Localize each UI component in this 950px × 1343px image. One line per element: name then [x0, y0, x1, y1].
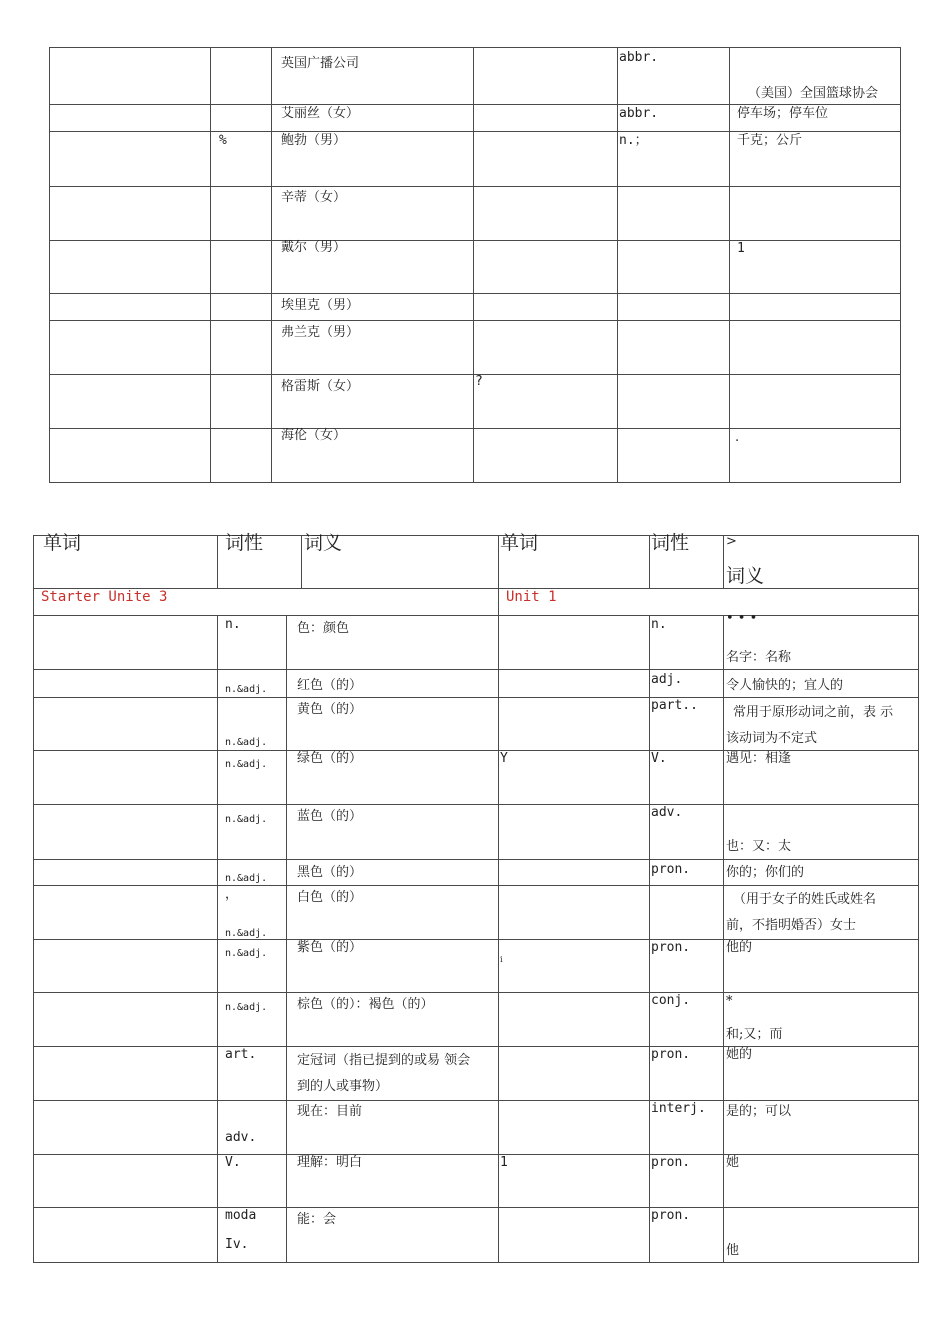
pos-right: pron. [651, 940, 691, 955]
meaning-left: 黄色（的） [297, 702, 363, 717]
meaning-right-top: * [726, 994, 733, 1009]
pos-right: pron. [651, 1208, 691, 1223]
meaning-left: 白色（的） [297, 890, 363, 905]
table1-mark: % [219, 133, 227, 148]
pos-right: adj. [651, 672, 683, 687]
meaning-right: 你的；你们的 [726, 865, 805, 880]
header-meaning-right: 词义 [726, 565, 765, 587]
table1-pos: abbr. [619, 50, 659, 65]
table1-meaning: 艾丽丝（女） [281, 106, 360, 121]
section-label-left: Starter Unite 3 [41, 589, 168, 605]
pos-right: V. [651, 751, 667, 766]
pos-left: n.&adj. [225, 684, 268, 695]
pos-left-top: ， [225, 887, 239, 902]
meaning-left-line2: 到的人或事物） [297, 1079, 389, 1094]
pos-right: part.. [651, 698, 698, 713]
meaning-right: 也：又：太 [726, 839, 792, 854]
table1-pos: n.； [619, 133, 648, 148]
meaning-right-top: （用于女子的姓氏或姓名 [733, 892, 877, 907]
pos-left: n.&adj. [225, 814, 268, 825]
pos-right: n. [651, 617, 667, 632]
pos-right: conj. [651, 993, 691, 1008]
pos-right: pron. [651, 1047, 691, 1062]
table1-meaning: 埃里克（男） [281, 298, 360, 313]
word-right: 1 [500, 1155, 508, 1170]
table1-meaning-right: （美国）全国篮球协会 [748, 86, 879, 101]
meaning-right: 他的 [726, 940, 753, 955]
meaning-right: 遇见：相逢 [726, 751, 792, 766]
pos-left: adv. [225, 1130, 257, 1145]
table1-meaning-right: . [735, 430, 740, 445]
table1-meaning: 戴尔（男） [281, 240, 347, 255]
pos-right: pron. [651, 862, 691, 877]
meaning-right: 名字：名称 [726, 650, 792, 665]
table1-meaning-right: 千克；公斤 [737, 133, 803, 148]
pos-left: n.&adj. [225, 737, 268, 748]
table1-meaning: 英国广播公司 [281, 56, 360, 71]
meaning-right: 她 [726, 1155, 740, 1170]
meaning-left: 棕色（的）：褐色（的） [297, 997, 434, 1012]
pos-left: moda [225, 1208, 257, 1223]
meaning-right: 前，不指明婚否）女士 [726, 918, 857, 933]
table1-meaning-right: 停车场；停车位 [737, 106, 829, 121]
meaning-left: 黑色（的） [297, 865, 363, 880]
meaning-right: 和;又；而 [726, 1027, 783, 1042]
meaning-right: 他 [726, 1243, 740, 1258]
pos-left: n.&adj. [225, 759, 268, 770]
header-meaning-left: 词义 [304, 532, 343, 554]
meaning-left: 红色（的） [297, 678, 363, 693]
header-mark: > [726, 534, 737, 549]
header-word-left: 单词 [43, 532, 82, 554]
table1-meaning: 格雷斯（女） [281, 379, 360, 394]
pos-left-line2: Iv. [225, 1237, 249, 1252]
table1-meaning: 辛蒂（女） [281, 190, 347, 205]
pos-left: n.&adj. [225, 948, 268, 959]
pos-right: adv. [651, 805, 683, 820]
meaning-left: 能：会 [297, 1212, 337, 1227]
table1-meaning: 弗兰克（男） [281, 325, 360, 340]
pos-left: n.&adj. [225, 1002, 268, 1013]
meaning-right: 是的；可以 [726, 1104, 792, 1119]
meaning-left: 蓝色（的） [297, 809, 363, 824]
meaning-left: 定冠词（指已提到的或易 领会 [297, 1053, 471, 1068]
word-right: i [500, 955, 503, 964]
meaning-left: 理解：明白 [297, 1155, 363, 1170]
meaning-right-top: 常用于原形动词之前，表 示 [733, 705, 894, 720]
table1-pos: abbr. [619, 106, 659, 121]
pos-left: n. [225, 617, 241, 632]
pos-right: interj. [651, 1101, 706, 1116]
pos-right: pron. [651, 1155, 691, 1170]
meaning-left: 绿色（的） [297, 751, 363, 766]
header-pos-right: 词性 [651, 532, 690, 554]
meaning-left: 色：颜色 [297, 621, 350, 636]
meaning-left: 紫色（的） [297, 940, 363, 955]
table1-meaning: 鲍勃（男） [281, 133, 347, 148]
table1-meaning-right: 1 [737, 241, 745, 256]
section-label-right: Unit 1 [506, 589, 557, 605]
header-word-right: 单词 [500, 532, 539, 554]
pos-left: V. [225, 1155, 241, 1170]
meaning-right: 该动词为不定式 [726, 731, 818, 746]
meaning-right: 她的 [726, 1047, 753, 1062]
header-pos-left: 词性 [225, 532, 264, 554]
word-right: Y [500, 751, 508, 766]
pos-left: n.&adj. [225, 928, 268, 939]
meaning-right-top: • • • [726, 611, 758, 626]
meaning-left: 现在：目前 [297, 1104, 363, 1119]
pos-left: n.&adj. [225, 873, 268, 884]
table1-meaning: 海伦（女） [281, 428, 347, 443]
pos-left: art. [225, 1047, 257, 1062]
meaning-right: 令人愉快的；宜人的 [726, 678, 844, 693]
table1-word-right: ? [475, 374, 483, 389]
